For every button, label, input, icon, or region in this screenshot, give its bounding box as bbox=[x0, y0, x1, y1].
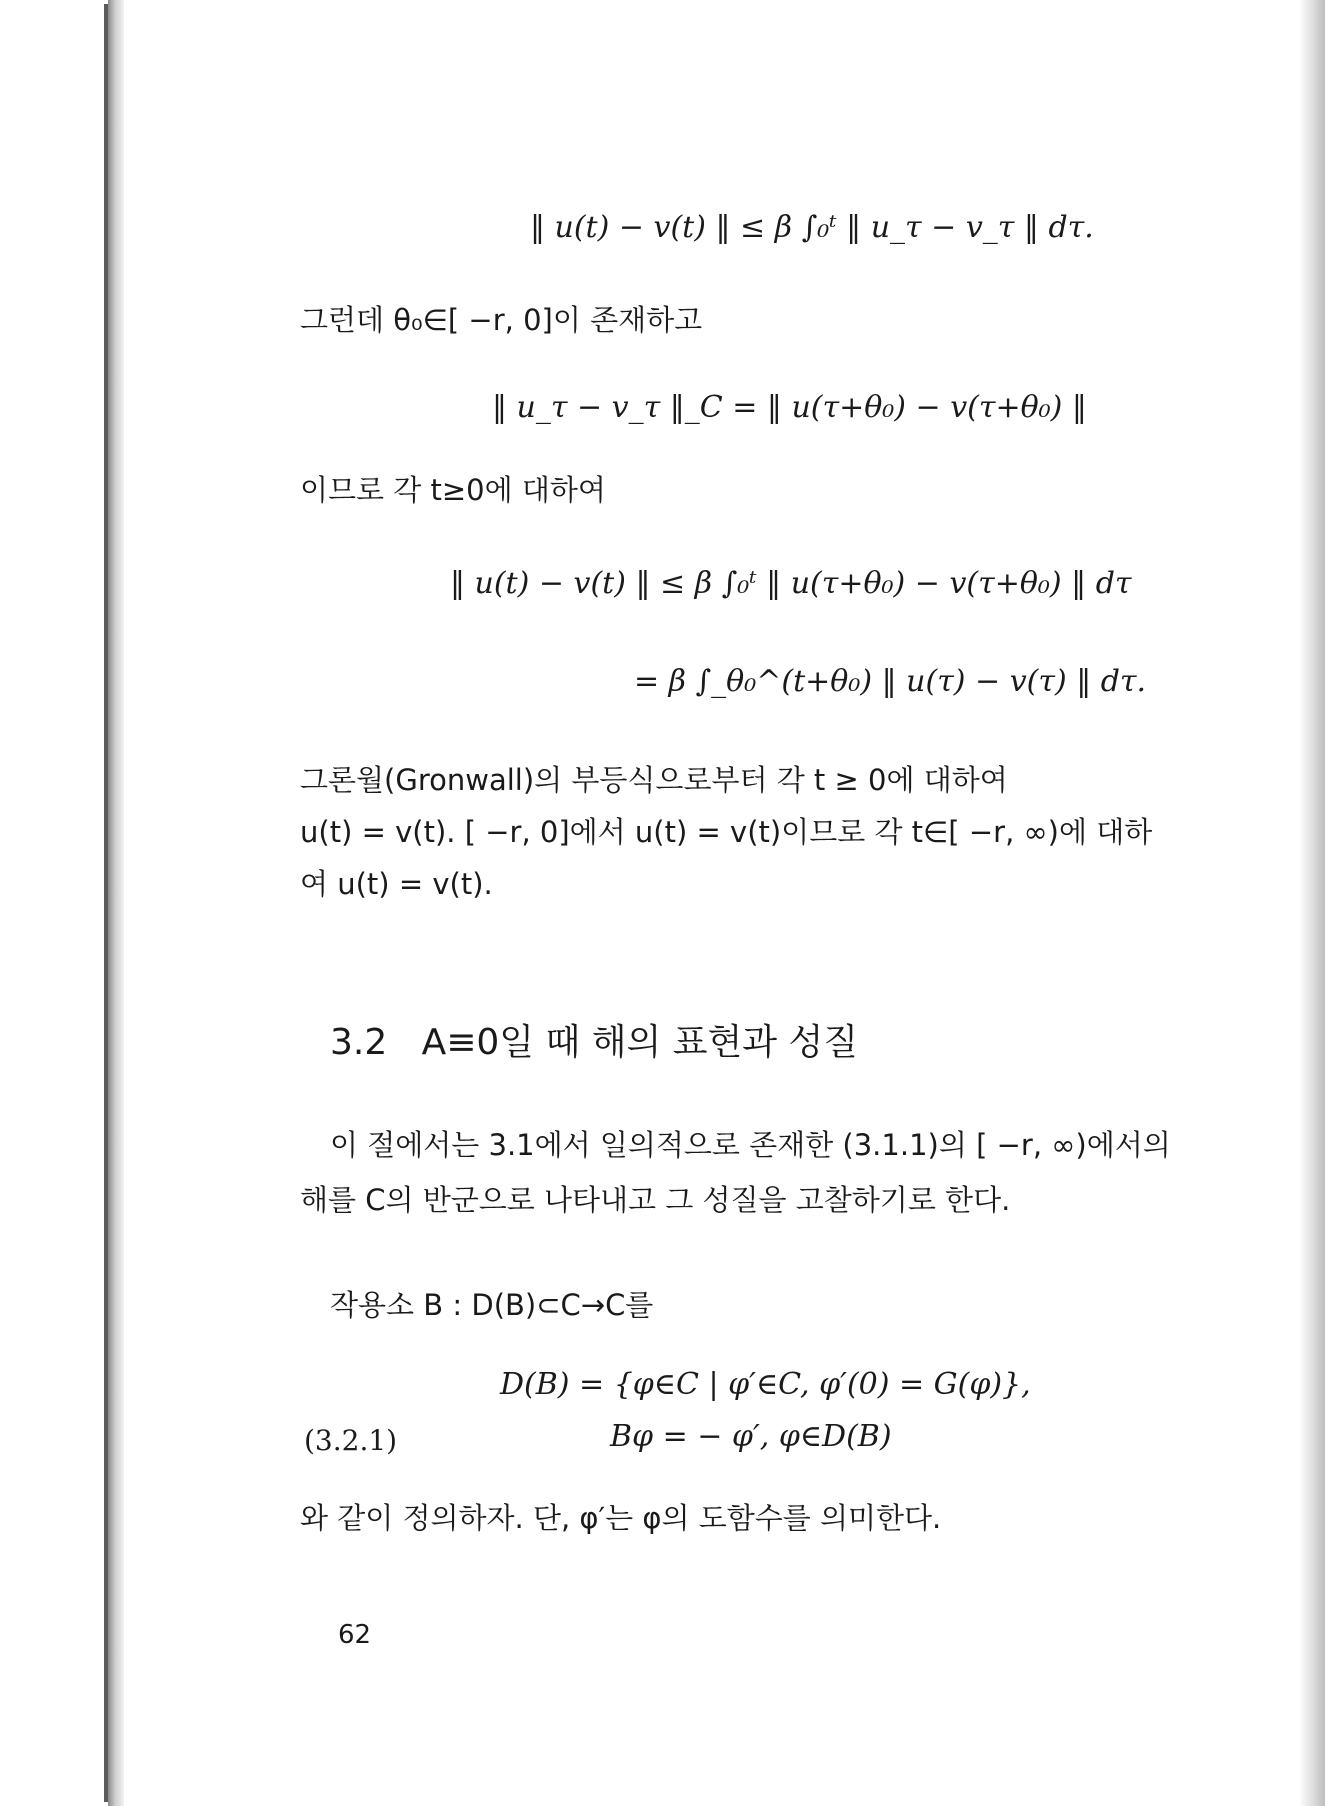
paragraph-4-line-1: 이 절에서는 3.1에서 일의적으로 존재한 (3.1.1)의 [ −r, ∞)에서의 bbox=[330, 1128, 1171, 1162]
equation-5b: Bφ = − φ′, φ∈D(B) bbox=[610, 1419, 892, 1454]
binding-shadow bbox=[108, 0, 124, 1806]
page-content bbox=[300, 0, 1230, 1806]
paragraph-4-line-2: 해를 C의 반군으로 나타내고 그 성질을 고찰하기로 한다. bbox=[300, 1183, 1011, 1217]
page-edge-shadow bbox=[1299, 0, 1325, 1806]
paragraph-6: 와 같이 정의하자. 단, φ′는 φ의 도함수를 의미한다. bbox=[300, 1501, 942, 1535]
paragraph-1: 그런데 θ₀∈[ −r, 0]이 존재하고 bbox=[300, 303, 703, 337]
paragraph-3-line-1: 그론월(Gronwall)의 부등식으로부터 각 t ≥ 0에 대하여 bbox=[300, 763, 1008, 797]
paragraph-3-line-2: u(t) = v(t). [ −r, 0]에서 u(t) = v(t)이므로 각 t∈[ −r, ∞)에 대하 bbox=[300, 815, 1153, 849]
equation-5a: D(B) = {φ∈C | φ′∈C, φ′(0) = G(φ)}, bbox=[500, 1367, 1031, 1402]
equation-label: (3.2.1) bbox=[304, 1424, 398, 1457]
equation-2: ‖ u_τ − v_τ ‖_C = ‖ u(τ+θ₀) − v(τ+θ₀) ‖ bbox=[492, 390, 1087, 425]
section-title: A≡0일 때 해의 표현과 성질 bbox=[421, 1022, 859, 1063]
section-heading bbox=[330, 1020, 858, 1066]
paragraph-3-line-3: 여 u(t) = v(t). bbox=[300, 867, 493, 901]
equation-3: ‖ u(t) − v(t) ‖ ≤ β ∫₀ᵗ ‖ u(τ+θ₀) − v(τ+θ₀) ‖ dτ bbox=[450, 566, 1132, 601]
paragraph-5: 작용소 B : D(B)⊂C→C를 bbox=[330, 1288, 654, 1322]
section-number: 3.2 bbox=[330, 1022, 388, 1063]
page-number: 62 bbox=[338, 1620, 372, 1650]
equation-1: ‖ u(t) − v(t) ‖ ≤ β ∫₀ᵗ ‖ u_τ − v_τ ‖ dτ. bbox=[530, 210, 1094, 245]
equation-4: = β ∫_θ₀^(t+θ₀) ‖ u(τ) − v(τ) ‖ dτ. bbox=[634, 664, 1147, 699]
paragraph-2: 이므로 각 t≥0에 대하여 bbox=[300, 473, 606, 507]
